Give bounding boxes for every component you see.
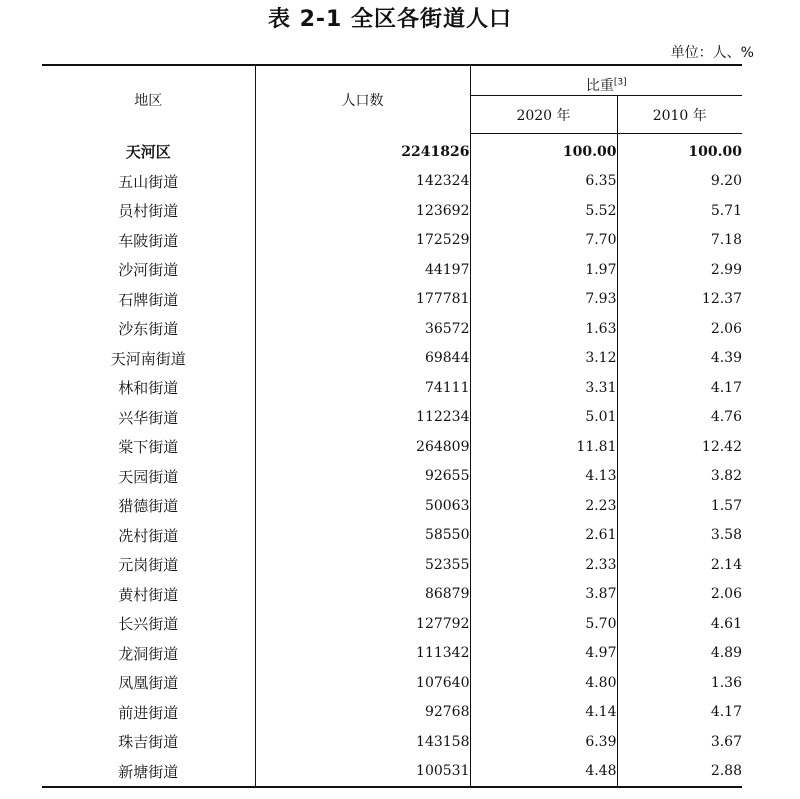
row-ratio-2010: 4.89 xyxy=(710,645,742,662)
row-population: 36572 xyxy=(255,314,470,344)
row-population: 52355 xyxy=(255,550,470,580)
row-ratio-2010: 12.42 xyxy=(701,438,742,455)
table-row xyxy=(42,285,742,315)
header-ratio xyxy=(470,65,742,96)
table-row xyxy=(42,344,742,374)
row-name: 元岗街道 xyxy=(42,550,255,580)
row-population: 107640 xyxy=(255,668,470,698)
row-name: 棠下街道 xyxy=(42,432,255,462)
row-name: 沙东街道 xyxy=(42,314,255,344)
table-title: 表 2-1 全区各街道人口 xyxy=(267,7,513,32)
table-row xyxy=(42,196,742,226)
row-population: 69844 xyxy=(255,344,470,374)
row-ratio-2010: 4.76 xyxy=(710,409,742,426)
row-name: 天河南街道 xyxy=(42,344,255,374)
row-ratio-2010: 4.17 xyxy=(710,379,742,396)
row-ratio-2020: 3.12 xyxy=(470,344,617,374)
row-name: 珠吉街道 xyxy=(42,727,255,757)
row-ratio-2010: 1.57 xyxy=(710,497,742,514)
table-row xyxy=(42,255,742,285)
row-ratio-2010: 5.71 xyxy=(710,202,742,219)
table-row xyxy=(42,639,742,669)
row-name: 黄村街道 xyxy=(42,580,255,610)
unit-label: 单位：人、% xyxy=(670,45,754,61)
row-population: 172529 xyxy=(255,226,470,256)
row-ratio-2020: 3.31 xyxy=(470,373,617,403)
row-ratio-2020: 11.81 xyxy=(470,432,617,462)
row-name: 员村街道 xyxy=(42,196,255,226)
row-ratio-2020: 7.93 xyxy=(470,285,617,315)
row-ratio-2020: 1.97 xyxy=(470,255,617,285)
row-name: 石牌街道 xyxy=(42,285,255,315)
row-population: 58550 xyxy=(255,521,470,551)
population-table xyxy=(42,64,742,788)
row-population: 264809 xyxy=(255,432,470,462)
row-name: 兴华街道 xyxy=(42,403,255,433)
row-name: 龙洞街道 xyxy=(42,639,255,669)
row-name: 车陂街道 xyxy=(42,226,255,256)
row-ratio-2020: 4.13 xyxy=(470,462,617,492)
row-ratio-2020: 2.33 xyxy=(470,550,617,580)
row-ratio-2020: 4.80 xyxy=(470,668,617,698)
header-region: 地区 xyxy=(42,65,255,134)
row-name: 猎德街道 xyxy=(42,491,255,521)
table-row xyxy=(42,550,742,580)
row-population: 111342 xyxy=(255,639,470,669)
row-population: 50063 xyxy=(255,491,470,521)
row-ratio-2020: 6.39 xyxy=(470,727,617,757)
row-ratio-2020: 5.01 xyxy=(470,403,617,433)
header-year-2010: 2010 年 xyxy=(617,96,742,134)
row-ratio-2010: 12.37 xyxy=(701,291,742,308)
row-ratio-2010: 100.00 xyxy=(688,143,742,160)
row-name: 凤凰街道 xyxy=(42,668,255,698)
row-name: 冼村街道 xyxy=(42,521,255,551)
table-row xyxy=(42,314,742,344)
table-row xyxy=(42,403,742,433)
row-ratio-2010: 2.88 xyxy=(617,757,742,788)
row-ratio-2010: 3.58 xyxy=(710,527,742,544)
row-population: 100531 xyxy=(255,757,470,788)
row-name: 沙河街道 xyxy=(42,255,255,285)
table-row xyxy=(42,727,742,757)
row-ratio-2010: 2.06 xyxy=(710,586,742,603)
row-name: 前进街道 xyxy=(42,698,255,728)
table-row xyxy=(42,373,742,403)
footnote-ref: [3] xyxy=(613,77,627,88)
row-ratio-2020: 2.23 xyxy=(470,491,617,521)
row-ratio-2010: 4.17 xyxy=(710,704,742,721)
table-row xyxy=(42,668,742,698)
row-population: 92655 xyxy=(255,462,470,492)
row-ratio-2020: 3.87 xyxy=(470,580,617,610)
table-row xyxy=(42,698,742,728)
row-ratio-2020: 1.63 xyxy=(470,314,617,344)
row-ratio-2010: 2.14 xyxy=(710,556,742,573)
table-row xyxy=(42,491,742,521)
row-population: 123692 xyxy=(255,196,470,226)
table-row xyxy=(42,757,742,788)
row-population: 2241826 xyxy=(255,134,470,167)
row-name: 五山街道 xyxy=(42,167,255,197)
header-population: 人口数 xyxy=(255,65,470,134)
table-row xyxy=(42,167,742,197)
row-name: 天园街道 xyxy=(42,462,255,492)
row-ratio-2020: 5.52 xyxy=(470,196,617,226)
row-ratio-2020: 6.35 xyxy=(470,167,617,197)
row-ratio-2010: 2.99 xyxy=(710,261,742,278)
row-ratio-2010: 3.82 xyxy=(710,468,742,485)
table-row xyxy=(42,432,742,462)
row-ratio-2010: 2.06 xyxy=(710,320,742,337)
row-ratio-2010: 4.39 xyxy=(710,350,742,367)
table-row xyxy=(42,462,742,492)
row-ratio-2010: 7.18 xyxy=(710,232,742,249)
row-population: 86879 xyxy=(255,580,470,610)
row-ratio-2020: 100.00 xyxy=(470,134,617,167)
header-year-2020: 2020 年 xyxy=(470,96,617,134)
row-population: 112234 xyxy=(255,403,470,433)
table-body xyxy=(42,134,742,788)
row-ratio-2020: 7.70 xyxy=(470,226,617,256)
row-ratio-2010: 9.20 xyxy=(710,173,742,190)
table-row xyxy=(42,609,742,639)
table-row-total xyxy=(42,134,742,167)
row-ratio-2020: 4.48 xyxy=(470,757,617,788)
row-ratio-2010: 3.67 xyxy=(710,733,742,750)
row-ratio-2020: 4.97 xyxy=(470,639,617,669)
row-population: 142324 xyxy=(255,167,470,197)
row-name: 长兴街道 xyxy=(42,609,255,639)
row-ratio-2020: 2.61 xyxy=(470,521,617,551)
row-ratio-2010: 4.61 xyxy=(710,615,742,632)
table-row xyxy=(42,580,742,610)
row-population: 177781 xyxy=(255,285,470,315)
header-ratio-label: 比重 xyxy=(585,78,614,94)
table-row xyxy=(42,226,742,256)
table-row xyxy=(42,521,742,551)
row-population: 74111 xyxy=(255,373,470,403)
row-ratio-2010: 1.36 xyxy=(710,674,742,691)
row-population: 143158 xyxy=(255,727,470,757)
row-population: 92768 xyxy=(255,698,470,728)
row-ratio-2020: 5.70 xyxy=(470,609,617,639)
row-name: 林和街道 xyxy=(42,373,255,403)
row-population: 127792 xyxy=(255,609,470,639)
row-ratio-2020: 4.14 xyxy=(470,698,617,728)
row-population: 44197 xyxy=(255,255,470,285)
row-name: 新塘街道 xyxy=(42,757,255,788)
row-name: 天河区 xyxy=(42,134,255,167)
